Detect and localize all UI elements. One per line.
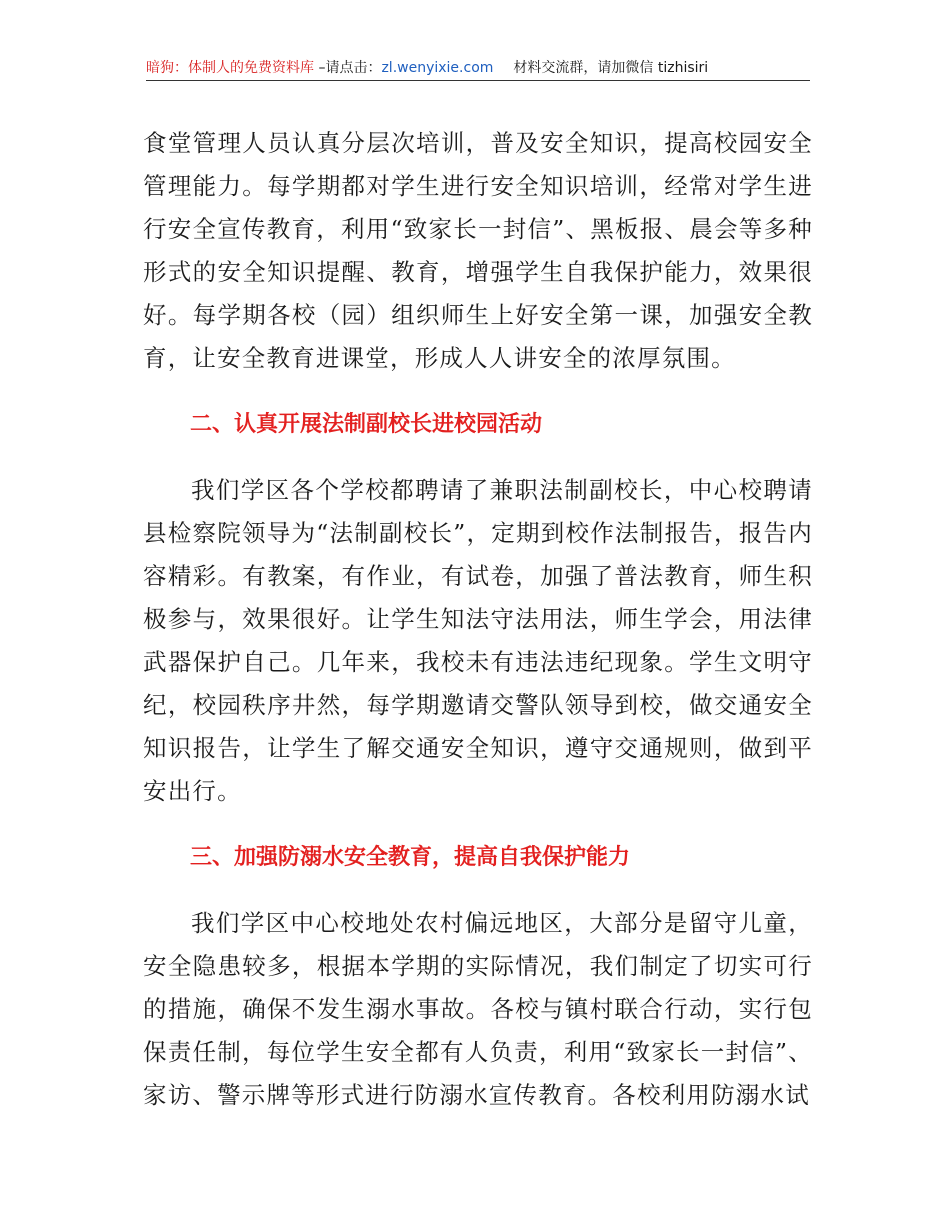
section-heading-2: 二、认真开展法制副校长进校园活动 (190, 412, 543, 437)
paragraph-2: 我们学区各个学校都聘请了兼职法制副校长，中心校聘请县检察院领导为“法制副校长”，定期到校作法制报告，报告内容精彩。有教案，有作业，有试卷，加强了普法教育，师生积极参与，效果很好。让学生知法守法用法，师生学会，用法律武器保护自己。几年来，我校未有违法违纪现象。学生文明守纪，校园秩序井然，每学期邀请交警队领导到校，做交通安全知识报告，让学生了解交通安全知识，遵守交通规则，做到平安出行。 (143, 476, 813, 805)
header-group-note: 材料交流群，请加微信 tizhisiri (513, 60, 709, 76)
document-body (143, 122, 813, 1117)
header-url-link[interactable]: zl.wenyixie.com (381, 60, 494, 76)
paragraph-3: 我们学区中心校地处农村偏远地区，大部分是留守儿童，安全隐患较多，根据本学期的实际情况，我们制定了切实可行的措施，确保不发生溺水事故。各校与镇村联合行动，实行包保责任制，每位学生安全都有人负责，利用“致家长一封信”、家访、警示牌等形式进行防溺水宣传教育。各校利用防溺水试 (143, 909, 813, 1109)
header-divider (146, 80, 810, 81)
paragraph-1: 食堂管理人员认真分层次培训，普及安全知识，提高校园安全管理能力。每学期都对学生进行安全知识培训，经常对学生进行安全宣传教育，利用“致家长一封信”、黑板报、晨会等多种形式的安全知识提醒、教育，增强学生自我保护能力，效果很好。每学期各校（园）组织师生上好安全第一课，加强安全教育，让安全教育进课堂，形成人人讲安全的浓厚氛围。 (143, 129, 813, 372)
page-header (146, 58, 810, 80)
header-click-prompt: –请点击： (314, 60, 382, 76)
header-site-name: 暗狗：体制人的免费资料库 (146, 60, 314, 76)
section-heading-3: 三、加强防溺水安全教育，提高自我保护能力 (190, 845, 631, 870)
